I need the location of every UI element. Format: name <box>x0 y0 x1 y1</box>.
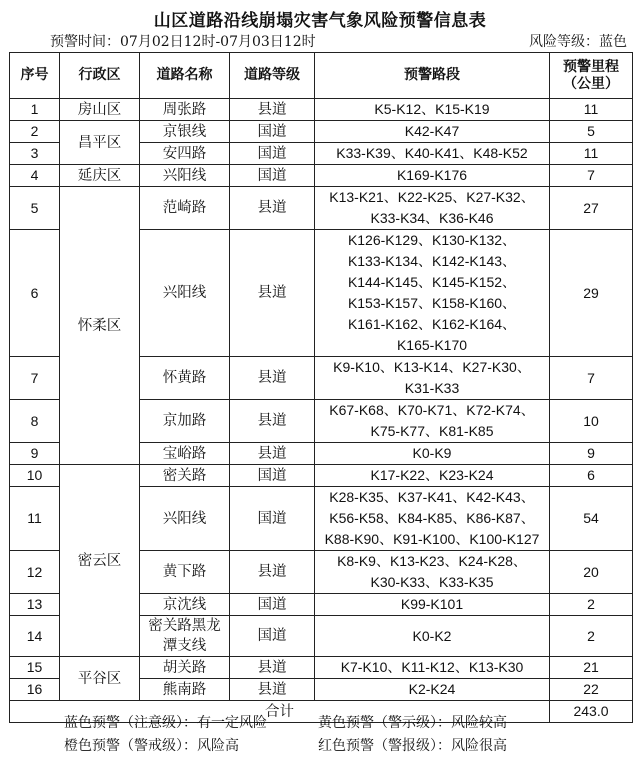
segment-line: K31-K33 <box>404 380 460 396</box>
cell-no: 16 <box>10 679 60 701</box>
cell-no: 11 <box>10 487 60 551</box>
cell-mileage: 22 <box>550 679 633 701</box>
segment-line: K33-K39、K40-K41、K48-K52 <box>336 145 528 161</box>
cell-mileage: 11 <box>550 99 633 121</box>
cell-road-name: 熊南路 <box>140 679 230 701</box>
cell-segments <box>315 400 550 443</box>
warning-time-value: 07月02日12时-07月03日12时 <box>120 34 316 50</box>
header-mileage <box>550 53 633 99</box>
cell-mileage: 11 <box>550 143 633 165</box>
segment-line: K169-K176 <box>396 167 468 183</box>
cell-no: 2 <box>10 121 60 143</box>
cell-road-grade: 国道 <box>230 465 315 487</box>
cell-no: 4 <box>10 165 60 187</box>
cell-segments <box>315 121 550 143</box>
segment-line: K5-K12、K15-K19 <box>374 101 490 117</box>
segment-line: K0-K2 <box>412 627 452 644</box>
legend-red: 红色预警（警报级）：风险很高 <box>318 738 507 754</box>
cell-road-name: 周张路 <box>140 99 230 121</box>
table-body <box>10 99 633 723</box>
cell-road-grade: 县道 <box>230 400 315 443</box>
cell-road-grade: 县道 <box>230 357 315 400</box>
segment-line: K33-K34、K36-K46 <box>370 210 494 226</box>
segment-line: K28-K35、K37-K41、K42-K43、 <box>329 489 535 505</box>
segment-line: K126-K129、K130-K132、 <box>347 232 517 248</box>
cell-road-grade: 国道 <box>230 487 315 551</box>
cell-district: 平谷区 <box>60 657 140 701</box>
cell-mileage: 9 <box>550 443 633 465</box>
cell-road-name: 范崎路 <box>140 187 230 230</box>
segment-line: K8-K9、K13-K23、K24-K28、 <box>337 553 527 569</box>
cell-mileage: 5 <box>550 121 633 143</box>
warning-table <box>9 52 633 723</box>
header-no: 序号 <box>10 53 60 99</box>
segment-line: K75-K77、K81-K85 <box>370 423 494 439</box>
segment-line: K133-K134、K142-K143、 <box>347 253 517 269</box>
segment-line: K2-K24 <box>408 681 456 697</box>
cell-road-grade: 县道 <box>230 657 315 679</box>
cell-mileage: 27 <box>550 187 633 230</box>
segment-line: K99-K101 <box>400 596 464 612</box>
cell-road-grade: 县道 <box>230 443 315 465</box>
cell-no: 8 <box>10 400 60 443</box>
cell-road-name: 胡关路 <box>140 657 230 679</box>
cell-road-name: 兴阳线 <box>140 230 230 357</box>
segment-line: K161-K162、K162-K164、 <box>347 316 517 332</box>
header-road-name: 道路名称 <box>140 53 230 99</box>
cell-mileage: 20 <box>550 551 633 594</box>
cell-mileage: 54 <box>550 487 633 551</box>
cell-road-grade: 国道 <box>230 616 315 657</box>
cell-road-name: 兴阳线 <box>140 165 230 187</box>
segment-line: K67-K68、K70-K71、K72-K74、 <box>329 402 535 418</box>
segment-line: K13-K21、K22-K25、K27-K32、 <box>329 189 535 205</box>
header-district: 行政区 <box>60 53 140 99</box>
cell-road-grade: 县道 <box>230 99 315 121</box>
cell-no: 10 <box>10 465 60 487</box>
segment-line: K144-K145、K145-K152、 <box>347 274 517 290</box>
cell-mileage: 7 <box>550 165 633 187</box>
cell-district: 昌平区 <box>60 121 140 165</box>
cell-segments <box>315 143 550 165</box>
total-value: 243.0 <box>550 701 633 723</box>
cell-no: 13 <box>10 594 60 616</box>
cell-road-grade: 国道 <box>230 121 315 143</box>
cell-road-grade: 国道 <box>230 165 315 187</box>
cell-segments <box>315 551 550 594</box>
header-road-grade: 道路等级 <box>230 53 315 99</box>
cell-no: 6 <box>10 230 60 357</box>
cell-mileage: 29 <box>550 230 633 357</box>
segment-line: K88-K90、K91-K100、K100-K127 <box>324 531 540 547</box>
cell-segments <box>315 616 550 657</box>
warning-time-label: 预警时间： <box>50 34 120 50</box>
table-header-row <box>10 53 633 99</box>
cell-road-grade: 县道 <box>230 551 315 594</box>
cell-no: 1 <box>10 99 60 121</box>
table-row <box>10 465 633 487</box>
cell-road-grade: 县道 <box>230 187 315 230</box>
table-row <box>10 165 633 187</box>
segment-line: K56-K58、K84-K85、K86-K87、 <box>329 510 535 526</box>
segment-line: K0-K9 <box>412 445 452 461</box>
cell-road-name: 怀黄路 <box>140 357 230 400</box>
cell-mileage: 21 <box>550 657 633 679</box>
cell-mileage: 6 <box>550 465 633 487</box>
segment-line: K165-K170 <box>396 337 468 353</box>
segment-line: K153-K157、K158-K160、 <box>347 295 517 311</box>
segment-line: K7-K10、K11-K12、K13-K30 <box>340 659 524 675</box>
cell-no: 7 <box>10 357 60 400</box>
cell-road-grade: 国道 <box>230 594 315 616</box>
page-title: 山区道路沿线崩塌灾害气象风险预警信息表 <box>153 11 487 31</box>
table-row <box>10 99 633 121</box>
table-row <box>10 187 633 230</box>
cell-district: 密云区 <box>60 465 140 657</box>
cell-road-name: 京银线 <box>140 121 230 143</box>
cell-segments <box>315 357 550 400</box>
cell-district: 怀柔区 <box>60 187 140 465</box>
cell-mileage: 2 <box>550 594 633 616</box>
segment-line: K42-K47 <box>404 123 460 139</box>
cell-no: 5 <box>10 187 60 230</box>
cell-road-name: 京沈线 <box>140 594 230 616</box>
cell-road-name: 黄下路 <box>140 551 230 594</box>
cell-road-name: 京加路 <box>140 400 230 443</box>
header-segments: 预警路段 <box>315 53 550 99</box>
risk-level-label: 风险等级： <box>529 34 599 50</box>
legend-blue: 蓝色预警（注意级）：有一定风险 <box>64 715 267 731</box>
cell-mileage: 7 <box>550 357 633 400</box>
cell-no: 9 <box>10 443 60 465</box>
legend-yellow: 黄色预警（警示级）：风险较高 <box>318 715 507 731</box>
cell-segments <box>315 187 550 230</box>
cell-segments <box>315 230 550 357</box>
header-mileage-line2: （公里） <box>563 75 619 92</box>
cell-district: 延庆区 <box>60 165 140 187</box>
table-row <box>10 657 633 679</box>
cell-segments <box>315 99 550 121</box>
cell-segments <box>315 679 550 701</box>
cell-no: 3 <box>10 143 60 165</box>
cell-mileage: 10 <box>550 400 633 443</box>
cell-segments <box>315 657 550 679</box>
table-row <box>10 121 633 143</box>
cell-road-grade: 县道 <box>230 679 315 701</box>
cell-road-name: 安四路 <box>140 143 230 165</box>
cell-district: 房山区 <box>60 99 140 121</box>
risk-level-value: 蓝色 <box>599 34 627 50</box>
segment-line: K9-K10、K13-K14、K27-K30、 <box>333 359 531 375</box>
cell-road-grade: 国道 <box>230 143 315 165</box>
cell-segments <box>315 165 550 187</box>
cell-segments <box>315 594 550 616</box>
total-label: 合计 <box>10 701 550 723</box>
segment-line: K30-K33、K33-K35 <box>370 574 494 590</box>
segment-line: K17-K22、K23-K24 <box>370 467 494 483</box>
warning-time <box>50 31 316 51</box>
cell-no: 12 <box>10 551 60 594</box>
cell-road-grade: 县道 <box>230 230 315 357</box>
cell-road-name: 宝峪路 <box>140 443 230 465</box>
cell-no: 14 <box>10 616 60 657</box>
cell-road-name: 密关路黑龙潭支线 <box>140 616 230 657</box>
header-mileage-line1: 预警里程 <box>563 58 619 75</box>
cell-segments <box>315 443 550 465</box>
cell-road-name: 兴阳线 <box>140 487 230 551</box>
risk-level <box>529 31 627 51</box>
cell-segments <box>315 487 550 551</box>
cell-road-name: 密关路 <box>140 465 230 487</box>
cell-no: 15 <box>10 657 60 679</box>
cell-segments <box>315 465 550 487</box>
legend-orange: 橙色预警（警戒级）：风险高 <box>64 738 239 754</box>
cell-mileage: 2 <box>550 616 633 657</box>
